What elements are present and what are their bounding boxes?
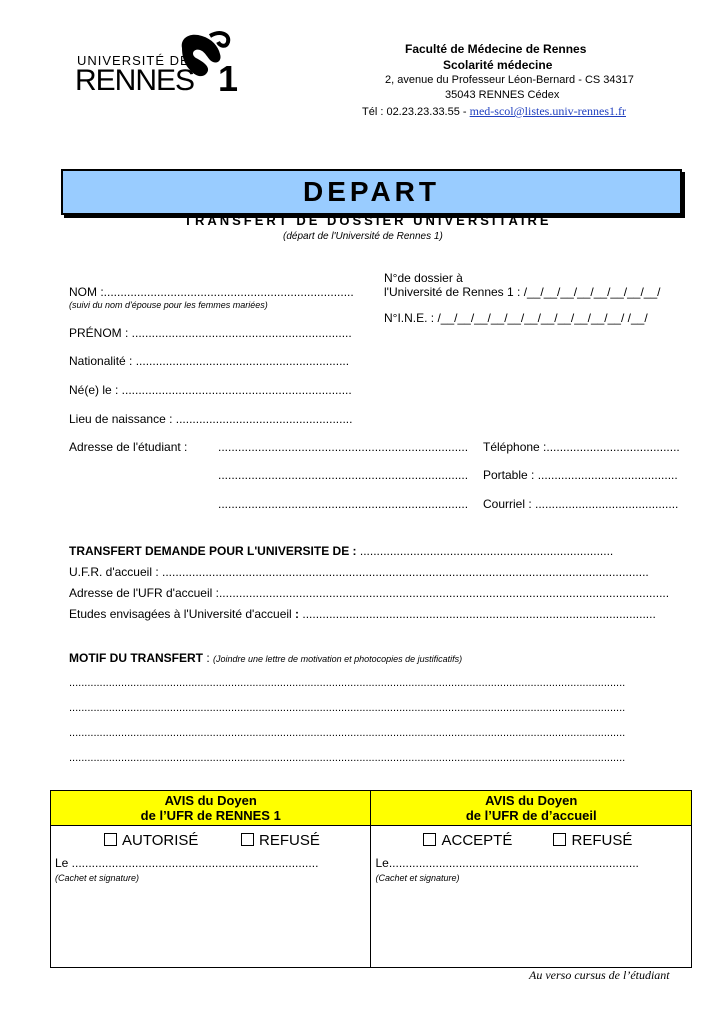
dossier-label: N°de dossier à xyxy=(384,271,463,285)
motif-line-2[interactable]: ...................................................................................................................................................................................... xyxy=(69,702,626,714)
nationalite-field[interactable]: Nationalité : ................................................................ xyxy=(69,354,350,368)
avis-right-title1: AVIS du Doyen xyxy=(485,793,578,808)
transfert-demande-dots: ............................................................................ xyxy=(359,544,614,558)
department-name: Scolarité médecine xyxy=(443,58,553,72)
avis-right-cachet: (Cachet et signature) xyxy=(375,873,460,883)
dossier-field[interactable]: l'Université de Rennes 1 : /__/__/__/__/__/__/__/__/ xyxy=(384,285,661,299)
option-refuse-right[interactable]: REFUSÉ xyxy=(553,832,632,849)
avis-left-title2: de l’UFR de RENNES 1 xyxy=(140,808,281,823)
etudes-colon: : xyxy=(295,607,303,621)
logo-numeral: 1 xyxy=(218,58,239,99)
subtitle-note: (départ de l'Université de Rennes 1) xyxy=(283,231,443,242)
avis-left-title1: AVIS du Doyen xyxy=(164,793,257,808)
avis-right-header xyxy=(371,791,692,826)
avis-left-header xyxy=(51,791,371,826)
avis-left-date[interactable]: Le .......................................................................... xyxy=(55,856,319,870)
motif-header xyxy=(69,651,462,665)
phone: Tél : 02.23.23.33.55 - xyxy=(362,106,470,118)
adresse-label: Adresse de l'étudiant : xyxy=(69,440,188,454)
avis-right-title2: de l’UFR de d’accueil xyxy=(465,808,597,823)
logo-line2: RENNES xyxy=(75,64,195,97)
address-line2: 35043 RENNES Cédex xyxy=(445,89,560,101)
checkbox-icon[interactable] xyxy=(553,833,566,846)
checkbox-icon[interactable] xyxy=(241,833,254,846)
email-link[interactable]: med-scol@listes.univ-rennes1.fr xyxy=(469,104,626,118)
address-line1: 2, avenue du Professeur Léon-Bernard - CS 34317 xyxy=(385,74,634,86)
contact-line xyxy=(362,104,626,119)
avis-left-body xyxy=(51,826,371,968)
university-logo xyxy=(70,28,245,98)
etudes-dots: .......................................................................................................... xyxy=(302,607,656,621)
motif-line-1[interactable]: ...................................................................................................................................................................................... xyxy=(69,677,626,689)
adresse-line-3[interactable]: ........................................................................... xyxy=(218,497,469,511)
adresse-line-1[interactable]: ........................................................................... xyxy=(218,440,469,454)
avis-table xyxy=(50,790,692,968)
transfert-demande-label: TRANSFERT DEMANDE POUR L'UNIVERSITE DE : xyxy=(69,544,360,558)
portable-field[interactable]: Portable : .......................................... xyxy=(483,468,678,482)
motif-line-3[interactable]: ...................................................................................................................................................................................... xyxy=(69,727,626,739)
motif-label: MOTIF DU TRANSFERT xyxy=(69,651,203,665)
nom-note: (suivi du nom d'épouse pour les femmes mariées) xyxy=(69,300,268,310)
subtitle: TRANSFERT DE DOSSIER UNIVERSITAIRE xyxy=(184,213,552,228)
avis-right-body xyxy=(371,826,692,968)
adresse-ufr-field[interactable]: Adresse de l'UFR d'accueil :....................................................................................................................................... xyxy=(69,586,670,600)
prenom-field[interactable]: PRÉNOM : .................................................................. xyxy=(69,326,352,340)
avis-right-date[interactable]: Le........................................................................... xyxy=(375,856,639,870)
option-refuse-left[interactable]: REFUSÉ xyxy=(241,832,320,849)
checkbox-icon[interactable] xyxy=(104,833,117,846)
page-title: DEPART xyxy=(302,176,441,207)
motif-sep: : xyxy=(203,651,214,665)
adresse-line-2[interactable]: ........................................................................... xyxy=(218,468,469,482)
logo-line1: UNIVERSITÉ DE xyxy=(77,53,190,68)
faculty-name: Faculté de Médecine de Rennes xyxy=(405,42,587,56)
transfert-demande[interactable] xyxy=(69,544,613,558)
motif-line-4[interactable]: ...................................................................................................................................................................................... xyxy=(69,752,626,764)
ine-field[interactable]: N°I.N.E. : /__/__/__/__/__/__/__/__/__/__/__/ /__/ xyxy=(384,311,648,325)
motif-note: (Joindre une lettre de motivation et photocopies de justificatifs) xyxy=(213,654,463,664)
title-box xyxy=(61,169,682,215)
ufr-accueil-field[interactable]: U.F.R. d'accueil : .................................................................................................................................................. xyxy=(69,565,649,579)
verso-note: Au verso cursus de l’étudiant xyxy=(529,968,670,982)
nom-field[interactable]: NOM :........................................................................... xyxy=(69,285,354,299)
naissance-lieu-field[interactable]: Lieu de naissance : ..................................................... xyxy=(69,412,353,426)
naissance-date-field[interactable]: Né(e) le : ..................................................................... xyxy=(69,383,352,397)
checkbox-icon[interactable] xyxy=(423,833,436,846)
etudes-label: Etudes envisagées à l'Université d'accueil xyxy=(69,607,296,621)
option-autorise[interactable]: AUTORISÉ xyxy=(104,832,198,849)
telephone-field[interactable]: Téléphone :........................................ xyxy=(483,440,680,454)
option-accepte[interactable]: ACCEPTÉ xyxy=(423,832,512,849)
avis-left-cachet: (Cachet et signature) xyxy=(55,873,140,883)
courriel-field[interactable]: Courriel : ........................................... xyxy=(483,497,679,511)
etudes-field[interactable] xyxy=(69,607,656,621)
